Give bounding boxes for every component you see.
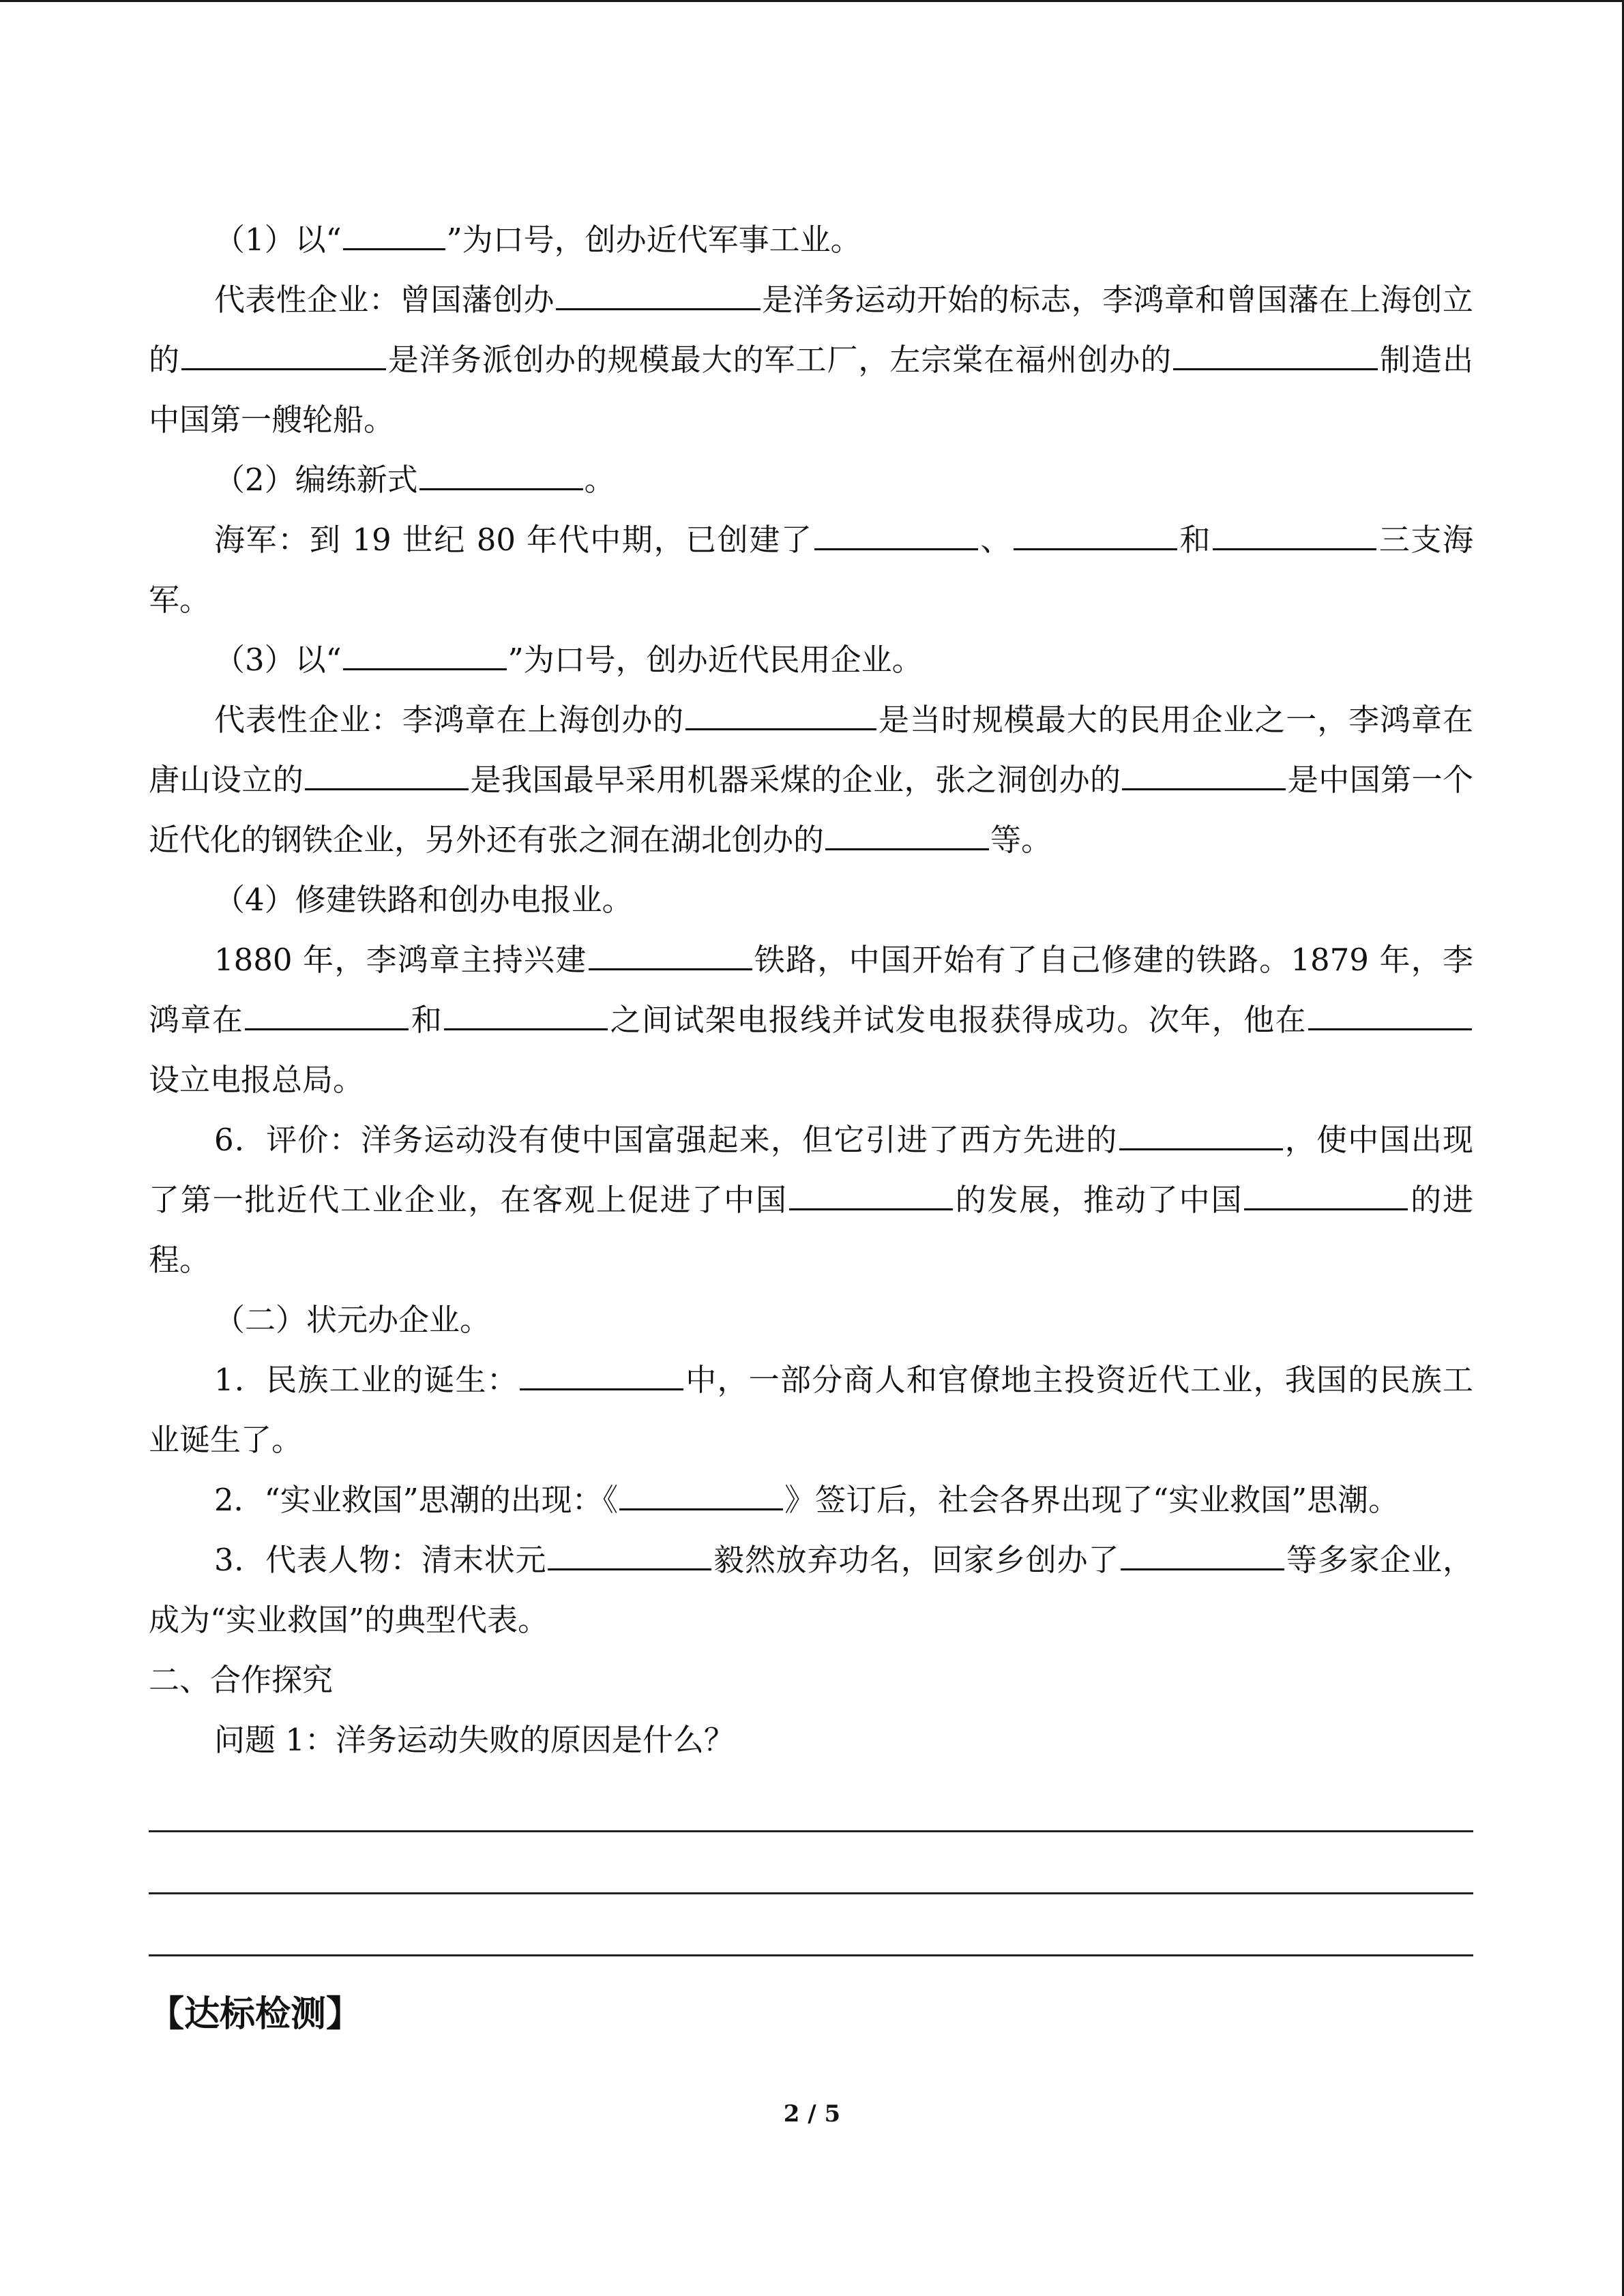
item-text: 3．代表人物：清末状元 [214, 1542, 547, 1578]
worksheet-item [149, 870, 1473, 930]
page-number: 2 / 5 [783, 2100, 841, 2128]
item-text: 代表性企业：李鸿章在上海创办的 [214, 702, 685, 738]
item-text: 代表性企业：曾国藩创办 [214, 282, 555, 318]
answer-blank[interactable] [1173, 368, 1378, 370]
item-text: 的发展，推动了中国 [954, 1182, 1243, 1218]
worksheet-item [149, 1350, 1473, 1470]
item-text: 海军：到 19 世纪 80 年代中期，已创建了 [214, 522, 813, 558]
item-text: 1880 年，李鸿章主持兴建 [214, 942, 587, 978]
item-text: 6．评价：洋务运动没有使中国富强起来，但它引进了西方先进的 [214, 1122, 1118, 1158]
item-text: 三支海军。 [149, 522, 1473, 618]
item-text: 设立电报总局。 [149, 1062, 364, 1098]
worksheet-item [149, 1290, 1473, 1350]
answer-blank[interactable] [181, 368, 386, 370]
item-text: 和 [1178, 522, 1212, 558]
part2-heading: 二、合作探究 [149, 1662, 334, 1698]
worksheet-body [149, 210, 1473, 2036]
worksheet-item [149, 1470, 1473, 1530]
item-text: ”为口号，创办近代民用企业。 [507, 642, 923, 678]
answer-blank[interactable] [444, 1028, 608, 1030]
answer-blank[interactable] [825, 848, 989, 850]
worksheet-item [149, 510, 1473, 630]
item-text: 是当时规模最大的民用企业之一，李鸿章在唐山设立的 [149, 702, 1473, 798]
answer-blank[interactable] [548, 1568, 711, 1570]
answer-blank[interactable] [789, 1208, 953, 1210]
answer-blank[interactable] [343, 668, 507, 670]
item-text: 、 [979, 522, 1012, 558]
answer-blank[interactable] [589, 968, 752, 970]
answer-line[interactable] [149, 1894, 1473, 1956]
answer-blank[interactable] [245, 1028, 409, 1030]
item-text: （3）以“ [214, 642, 342, 678]
answer-blank[interactable] [619, 1508, 783, 1510]
item-text: （4）修建铁路和创办电报业。 [214, 882, 633, 918]
worksheet-item [149, 1530, 1473, 1650]
worksheet-item [149, 450, 1473, 510]
item-text: 之间试架电报线并试发电报获得成功。次年，他在 [609, 1002, 1307, 1038]
fill-in-items [149, 210, 1473, 1650]
item-text: 2．“实业救国”思潮的出现：《 [214, 1482, 619, 1518]
answer-blank[interactable] [419, 488, 583, 490]
worksheet-item [149, 690, 1473, 870]
item-text: （二）状元办企业。 [214, 1302, 491, 1338]
answer-blank[interactable] [343, 248, 445, 250]
answer-blank[interactable] [1244, 1208, 1408, 1210]
answer-blank[interactable] [1014, 548, 1177, 550]
item-text: 中，一部分商人和官僚地主投资近代工业，我国的民族工业诞生了。 [149, 1362, 1473, 1458]
item-text: 是洋务运动开始的标志，李鸿章和曾国藩在上海创立的 [149, 282, 1473, 378]
item-text: 是中国第一个近代化的钢铁企业，另外还有张之洞在湖北创办的 [149, 762, 1473, 858]
answer-blank[interactable] [556, 308, 761, 310]
answer-blank[interactable] [1213, 548, 1376, 550]
answer-blank[interactable] [1122, 788, 1286, 790]
item-text: 1．民族工业的诞生： [214, 1362, 519, 1398]
answer-blank[interactable] [305, 788, 469, 790]
worksheet-item [149, 210, 1473, 270]
worksheet-item [149, 270, 1473, 450]
item-text: 制造出中国第一艘轮船。 [149, 342, 1473, 438]
item-text: 和 [410, 1002, 443, 1038]
item-text: ，使中国出现了第一批近代工业企业，在客观上促进了中国 [149, 1122, 1473, 1218]
worksheet-item [149, 1110, 1473, 1290]
answer-blank[interactable] [814, 548, 978, 550]
question-1: 问题 1：洋务运动失败的原因是什么？ [214, 1722, 735, 1758]
answer-blank[interactable] [1308, 1028, 1472, 1030]
item-text: 的进程。 [149, 1182, 1473, 1278]
item-text: 是我国最早采用机器采煤的企业，张之洞创办的 [470, 762, 1121, 798]
top-border [0, 0, 1624, 2]
item-text: 铁路，中国开始有了自己修建的铁路。1879 年，李鸿章在 [149, 942, 1474, 1038]
item-text: 等。 [990, 822, 1052, 858]
item-text: 毅然放弃功名，回家乡创办了 [713, 1542, 1120, 1578]
item-text: 是洋务派创办的规模最大的军工厂，左宗棠在福州创办的 [387, 342, 1172, 378]
item-text: 。 [584, 462, 615, 498]
answer-blank[interactable] [685, 728, 876, 730]
answer-area[interactable] [149, 1770, 1473, 1956]
item-text: ”为口号，创办近代军事工业。 [446, 222, 861, 258]
answer-line[interactable] [149, 1832, 1473, 1894]
answer-blank[interactable] [1121, 1568, 1284, 1570]
answer-blank[interactable] [1119, 1148, 1283, 1150]
worksheet-item [149, 630, 1473, 690]
answer-line[interactable] [149, 1770, 1473, 1832]
item-text: 等多家企业，成为“实业救国”的典型代表。 [149, 1542, 1473, 1638]
worksheet-item [149, 930, 1473, 1110]
item-text: 》签订后，社会各界出现了“实业救国”思潮。 [784, 1482, 1400, 1518]
answer-blank[interactable] [520, 1388, 683, 1390]
item-text: （2）编练新式 [214, 462, 418, 498]
item-text: （1）以“ [214, 222, 342, 258]
section-title: 【达标检测】 [149, 1994, 362, 2035]
